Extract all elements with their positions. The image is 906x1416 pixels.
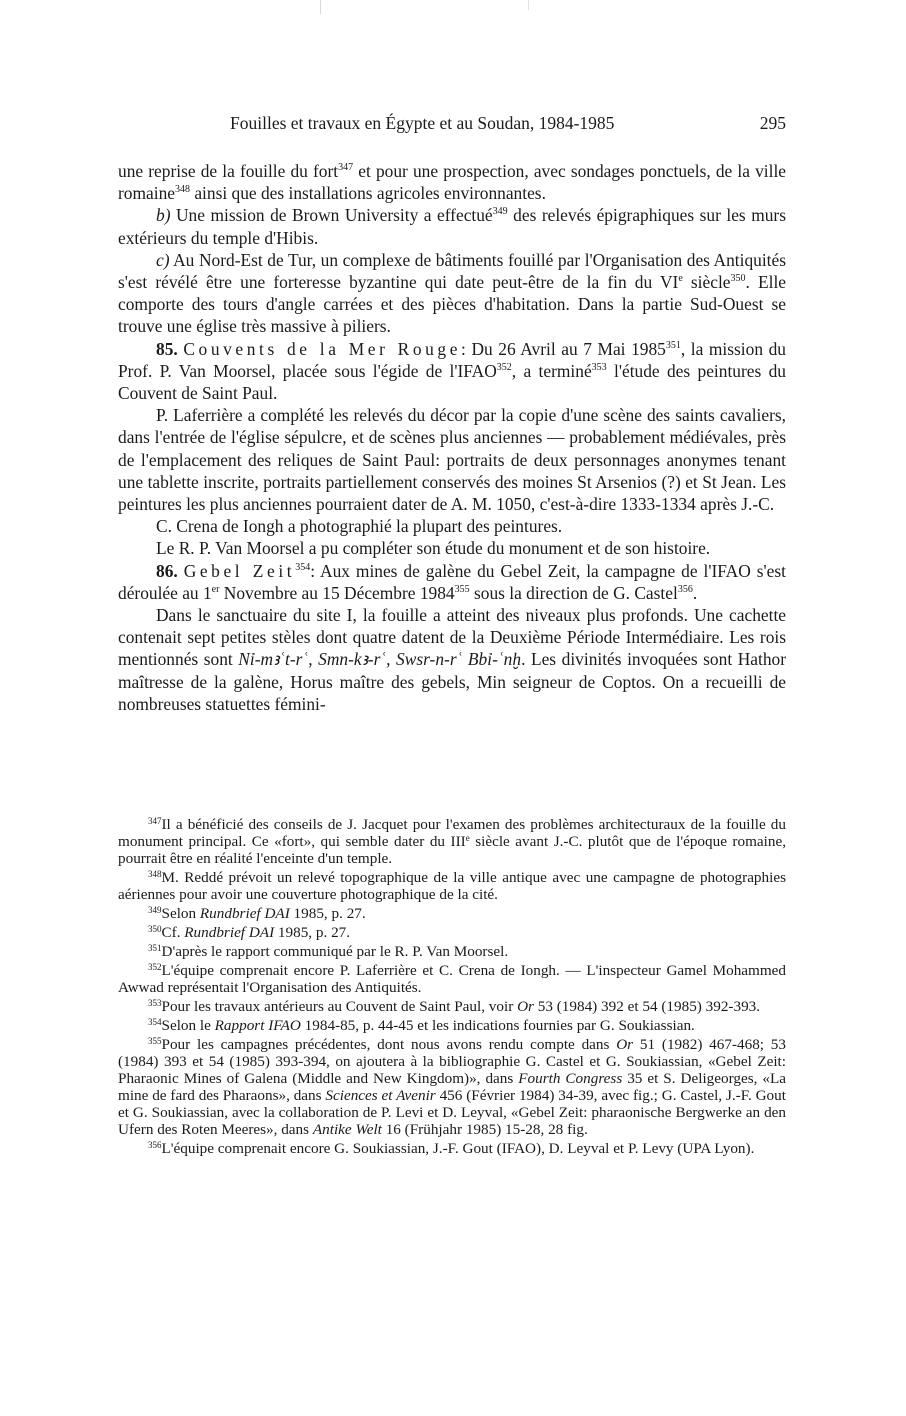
superscript: e bbox=[465, 833, 470, 843]
footnote bbox=[118, 962, 786, 996]
footnote-ref: 353 bbox=[591, 361, 607, 373]
footnote-number: 349 bbox=[148, 905, 162, 915]
text: Il a bénéficié des conseils de J. Jacquet pour l'examen des problèmes architecturaux de la fouille du monument principal. Ce «fort», qui semble dater du III bbox=[118, 816, 786, 850]
text: L'équipe comprenait encore P. Laferrière et C. Crena de Iongh. — L'inspecteur Gamel Mohammed Awwad représentait l'Organisation des Antiquités. bbox=[118, 962, 786, 996]
footnote-number: 351 bbox=[148, 943, 162, 953]
text: Dans le sanctuaire du site I, la fouille a atteint des niveaux plus profonds. Une cachette contenait sept petites stèles dont quatre datent de la Deuxième Période Intermédiaire. Les rois mentionnés sont bbox=[118, 605, 786, 670]
text: siècle bbox=[682, 272, 731, 293]
footnote-ref: 352 bbox=[496, 361, 512, 373]
page-number: 295 bbox=[759, 113, 786, 133]
text: siècle avant J.-C. plutôt que de l'époque romaine, pourrait être en réalité l'enceinte d'un temple. bbox=[118, 833, 786, 867]
footnote bbox=[118, 905, 786, 922]
paragraph bbox=[118, 338, 786, 405]
main-text bbox=[118, 160, 786, 715]
superscript: e bbox=[678, 273, 683, 285]
footnote-number: 350 bbox=[148, 924, 162, 934]
footnote-number: 355 bbox=[148, 1036, 162, 1046]
running-header bbox=[118, 113, 786, 139]
text: Pour les campagnes précédentes, dont nous avons rendu compte dans bbox=[161, 1036, 617, 1053]
text: L'équipe comprenait encore G. Soukiassian, J.-F. Gout (IFAO), D. Leyval et P. Levy (UPA Lyon). bbox=[161, 1140, 755, 1157]
text: . bbox=[692, 582, 698, 603]
item-label: c) bbox=[156, 249, 170, 270]
footnote-number: 354 bbox=[148, 1017, 162, 1027]
footnote bbox=[118, 998, 786, 1015]
footnote-ref: 347 bbox=[338, 162, 354, 173]
section-heading: Couvents de la Mer Rouge bbox=[183, 338, 462, 359]
text: . Les divinités invoquées sont Hathor maîtresse de la galène, Horus maître des gebels, Min seigneur de Coptos. On a recueilli de nombreuses statuettes fémini- bbox=[118, 649, 787, 714]
text: , a terminé bbox=[511, 360, 592, 381]
text: . Elle comporte des tours d'angle carrées et des pièces d'habitation. Dans la partie Sud-Ouest se trouve une église très massive à piliers. bbox=[118, 272, 786, 337]
paragraph: P. Laferrière a complété les relevés du décor par la copie d'une scène des saints cavaliers, dans l'entrée de l'église sépulcre, et de scènes plus anciennes — probablement médiévales, près de l'emplacement des reliques de Saint Paul: portraits de deux personnages anonymes tenant une tablette inscrite, portraits partiellement conservés des moines St Arsenios (?) et St Jean. Les peintures les plus anciennes pourraient dater de A. M. 1050, c'est-à-dire 1333-1334 après J.-C. bbox=[118, 405, 786, 515]
text: des relevés épigraphiques sur les murs extérieurs du temple d'Hibis. bbox=[118, 205, 786, 248]
footnote-number: 353 bbox=[148, 998, 162, 1008]
citation-title: Rapport IFAO bbox=[214, 1017, 301, 1034]
scan-mark bbox=[320, 0, 321, 14]
section-number: 86. bbox=[156, 560, 178, 581]
paragraph: Le R. P. Van Moorsel a pu compléter son étude du monument et de son histoire. bbox=[156, 538, 711, 559]
text: ainsi que des installations agricoles environnantes. bbox=[189, 183, 546, 204]
text: Une mission de Brown University a effectué bbox=[170, 205, 493, 226]
text: : Du 26 Avril au 7 Mai 1985 bbox=[461, 338, 666, 359]
superscript: er bbox=[211, 583, 220, 595]
footnote-ref: 354 bbox=[295, 561, 311, 573]
footnote-ref: 348 bbox=[174, 184, 190, 196]
footnote-number: 352 bbox=[148, 962, 162, 972]
text: sous la direction de G. Castel bbox=[469, 582, 678, 603]
text: 456 (Février 1984) 34-39, avec fig.; G. Castel, J.-F. Gout et G. Soukiassian, avec la collaboration de P. Levi et D. Leyval, «Gebel Zeit: pharaonische Bergwerke an den Ufern des Roten Meeres», dans bbox=[118, 1087, 786, 1138]
running-title: Fouilles et travaux en Égypte et au Soudan, 1984-1985 bbox=[230, 113, 615, 133]
text: Selon le bbox=[161, 1017, 215, 1034]
footnote-number: 348 bbox=[148, 869, 162, 879]
text: 53 (1984) 392 et 54 (1985) 392-393. bbox=[533, 998, 761, 1015]
text: D'après le rapport communiqué par le R. P. Van Moorsel. bbox=[161, 943, 509, 960]
text: 16 (Frühjahr 1985) 15-28, 28 fig. bbox=[381, 1121, 588, 1138]
item-label: b) bbox=[156, 205, 171, 226]
paragraph bbox=[118, 604, 786, 715]
footnote bbox=[118, 943, 786, 960]
footnote bbox=[118, 1036, 786, 1138]
text: Novembre au 15 Décembre 1984 bbox=[219, 582, 455, 603]
text: 1985, p. 27. bbox=[289, 905, 366, 922]
footnote-ref: 351 bbox=[665, 339, 681, 351]
text: Pour les travaux antérieurs au Couvent de Saint Paul, voir bbox=[161, 998, 518, 1015]
footnote-ref: 356 bbox=[677, 583, 693, 595]
citation-title: Rundbrief DAI bbox=[184, 924, 275, 941]
paragraph bbox=[118, 249, 786, 338]
section-number: 85. bbox=[156, 338, 178, 359]
footnotes bbox=[118, 816, 786, 1159]
text: : Aux mines de galène du Gebel Zeit, la campagne de l'IFAO s'est déroulée au 1 bbox=[118, 560, 786, 603]
text: 1984-85, p. 44-45 et les indications fournies par G. Soukiassian. bbox=[300, 1017, 695, 1034]
citation-title: Or bbox=[616, 1036, 634, 1053]
section-heading: Gebel Zeit bbox=[183, 560, 296, 581]
footnote bbox=[118, 816, 786, 867]
text: Selon bbox=[161, 905, 200, 922]
footnote bbox=[118, 1017, 786, 1034]
text: Au Nord-Est de Tur, un complexe de bâtiments fouillé par l'Organisation des Antiquités s'est révélé être une forteresse byzantine qui date peut-être de la fin du VI bbox=[118, 249, 786, 293]
paragraph bbox=[118, 160, 786, 204]
citation-title: Or bbox=[517, 998, 534, 1015]
text: 51 (1982) 467-468; 53 (1984) 393 et 54 (1985) 393-394, on ajoutera à la bibliographie G. Castel et G. Soukiassian, «Gebel Zeit: Pharaonic Mines of Galena (Middle and New Kingdom)», dans bbox=[118, 1036, 786, 1087]
citation-title: Antike Welt bbox=[312, 1121, 382, 1138]
text: 35 et S. Deligeorges, «La mine de fard des Pharaons», dans bbox=[118, 1070, 786, 1104]
footnote-ref: 349 bbox=[492, 206, 508, 218]
citation-title: Fourth Congress bbox=[518, 1070, 623, 1087]
citation-title: Rundbrief DAI bbox=[199, 905, 290, 922]
transliteration: Nỉ-mꜣʿt-rʿ, Smn-kꜣ-rʿ, Swsr-n-rʿ Bbỉ-ʿnḫ bbox=[238, 649, 522, 670]
footnote bbox=[118, 924, 786, 941]
text: 1985, p. 27. bbox=[274, 924, 351, 941]
scan-mark bbox=[528, 0, 529, 10]
text: Cf. bbox=[161, 924, 185, 941]
paragraph: C. Crena de Iongh a photographié la plupart des peintures. bbox=[156, 516, 563, 537]
footnote-number: 347 bbox=[148, 816, 162, 826]
text: et pour une prospection, avec sondages ponctuels, de la ville romaine bbox=[118, 161, 787, 204]
paragraph bbox=[118, 204, 786, 248]
footnote bbox=[118, 1140, 786, 1157]
text: M. Reddé prévoit un relevé topographique de la ville antique avec une campagne de photographies aériennes pour avoir une couverture photographique de la cité. bbox=[118, 869, 786, 903]
paragraph bbox=[118, 560, 786, 604]
footnote-number: 356 bbox=[148, 1140, 162, 1150]
citation-title: Sciences et Avenir bbox=[325, 1087, 436, 1104]
text: une reprise de la fouille du fort bbox=[118, 161, 339, 181]
text: , la mission du Prof. P. Van Moorsel, placée sous l'égide de l'IFAO bbox=[118, 338, 786, 381]
text: l'étude des peintures du Couvent de Saint Paul. bbox=[118, 360, 786, 404]
footnote-ref: 350 bbox=[730, 273, 746, 285]
footnote-ref: 355 bbox=[454, 583, 470, 595]
footnote bbox=[118, 869, 786, 903]
